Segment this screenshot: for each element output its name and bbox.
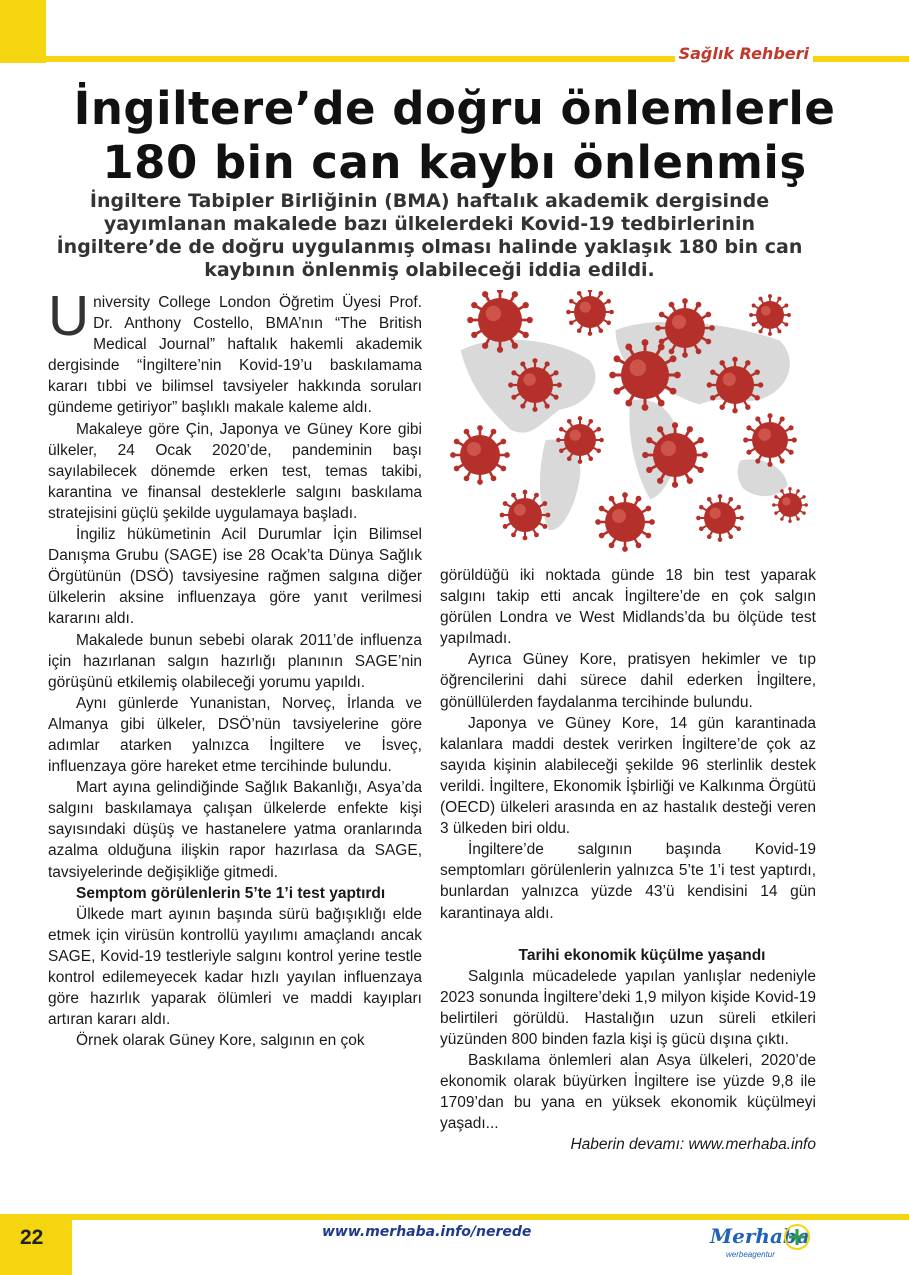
virus-illustration (440, 290, 816, 556)
article-paragraph: Makalede bunun sebebi olarak 2011’de influenza için hazırlanan salgın hazırlığı planının SAGE’nin görüşünü etkilemiş olabileceği yorumu yapıldı. (48, 631, 422, 691)
virus-particle (566, 290, 614, 336)
article-paragraph: Japonya ve Güney Kore, 14 gün karantinada kalanlara maddi destek verirken İngiltere’de çok az sayıda kişinin alabileceği şekilde 96 sterlinlik destek verildi. İngiltere, Ekonomik İşbirliği ve Kalkınma Örgütü (OECD) ülkeleri arasında en az hastalık desteği veren 3 ülkeden biri oldu. (440, 714, 816, 838)
article-paragraph: görüldüğü iki noktada günde 18 bin test yaparak salgını takip etti ancak İngiltere’de en çok salgın görülen Londra ve West Midlands’da bu ölçüde test yapılmadı. (440, 567, 816, 648)
virus-particle (696, 494, 744, 542)
bottom-rule (0, 1214, 909, 1220)
corner-tab (0, 0, 46, 63)
logo-subtitle: werbeagentur (726, 1250, 775, 1259)
article-paragraph: İngiltere’de salgının başında Kovid-19 semptomları görülenlerin yalnızca 5’te 1’i test yaptırdı, bunlardan yalnızca yüzde 43’ü kendisini 14 gün karantinaya aldı. (440, 841, 816, 922)
article-paragraph: Örnek olarak Güney Kore, salgının en çok (76, 1032, 365, 1050)
right-column (440, 565, 816, 1156)
plus-circle-icon (782, 1222, 812, 1252)
section-label: Sağlık Rehberi (675, 44, 813, 63)
paragraph-text: niversity College London Öğretim Üyesi Prof. Dr. Anthony Costello, BMA’nın “The British Medical Journal” haftalık hakemli akademik dergisinde “İngiltere’nin Kovid-19’u baskılamama kararı tıbbi ve bilimsel tavsiyeler hakkında soruları gündeme getiriyor” başlıklı makale kaleme aldı. (48, 294, 422, 417)
article-paragraph: Baskılama önlemleri alan Asya ülkeleri, 2020’de ekonomik olarak büyürken İngiltere ise yüzde 9,8 ile 1709’dan bu yana en yüksek ekonomik küçülmeyi yaşadı... (440, 1052, 816, 1133)
headline-line-2: 180 bin can kaybı önlenmiş (102, 136, 807, 189)
dropcap: U (48, 284, 90, 348)
article-paragraph: Ayrıca Güney Kore, pratisyen hekimler ve tıp öğrencilerini dahi sürece dahil ederken İngiltere, gönüllülerden faydalanma tercihinde bulundu. (440, 651, 816, 711)
source-link[interactable]: Haberin devamı: www.merhaba.info (570, 1136, 816, 1154)
logo-text: Merhaba (710, 1224, 810, 1248)
article-paragraph: Aynı günlerde Yunanistan, Norveç, İrlanda ve Almanya gibi ülkeler, DSÖ’nün tavsiyelerine göre adımlar atarken yalnızca İngiltere ve İsveç, influenzaya göre hareket etme tercihinde bulundu. (48, 694, 422, 776)
page-number: 22 (20, 1226, 44, 1249)
left-column (48, 284, 422, 1051)
footer-url[interactable]: www.merhaba.info/nerede (322, 1224, 532, 1240)
article-paragraph: Mart ayına gelindiğinde Sağlık Bakanlığı, Asya’da salgını baskılamaya çalışan ülkelerde enfekte kişi sayısındaki düşüş ve hastanelere yatma oranlarında azalma olduğuna ilişkin rapor hazırlasa da SAGE, tavsiyelerinde değişikliğe gitmedi. (48, 779, 422, 881)
subheading: Tarihi ekonomik küçülme yaşandı (518, 946, 766, 964)
article-paragraph: Ülkede mart ayının başında sürü bağışıklığı elde etmek için virüsün kontrollü yayılımı amaçlandı ancak SAGE, Kovid-19 testleriyle salgını kontrol yerine testle kontrol edilemeyecek kadar hızlı yayılan influenzaya göre hazırlık yaparak ölümleri ve maddi kayıpları artıran kararı aldı. (48, 905, 422, 1029)
headline-line-1: İngiltere’de doğru önlemlerle (73, 82, 836, 135)
article-paragraph: İngiliz hükümetinin Acil Durumlar İçin Bilimsel Danışma Grubu (SAGE) ise 28 Ocak’ta Dünya Sağlık Örgütünün (DSÖ) tavsiyesine rağmen salgına diğer ülkelerin aksine influenzaya göre yanıt verilmesi kararını aldı. (48, 526, 422, 628)
lead-paragraph: İngiltere Tabipler Birliğinin (BMA) haftalık akademik dergisinde yayımlanan makalede bazı ülkelerdeki Kovid-19 tedbirlerinin İngiltere’de de doğru uygulanmış olması halinde yaklaşık 180 bin can kaybının önlenmiş olabileceği iddia edildi. (56, 190, 803, 281)
virus-world-map-photo (440, 290, 816, 556)
subheading: Semptom görülenlerin 5’te 1’i test yaptırdı (76, 884, 386, 902)
article-paragraph: Makaleye göre Çin, Japonya ve Güney Kore gibi ülkeler, 24 Ocak 2020’de, pandeminin başı sayılabilecek dönemde erken test, temas takibi, karantina ve finansal desteklerle salgını baskılama stratejisini güçlü şekilde uygulamaya başladı. (48, 420, 422, 522)
virus-particle (749, 294, 791, 336)
merhaba-logo (710, 1222, 810, 1266)
virus-particle (450, 425, 510, 485)
virus-particle (595, 492, 655, 552)
article-paragraph: Salgınla mücadelede yapılan yanlışlar nedeniyle 2023 sonunda İngiltere’deki 1,9 milyon kişide Kovid-19 belirtileri görüldü. Hastalığın uzun süreli etkileri yüzünden 800 binden fazla kişi iş gücü dışına çıktı. (440, 967, 816, 1048)
article-paragraph (48, 284, 422, 419)
headline (30, 82, 879, 190)
